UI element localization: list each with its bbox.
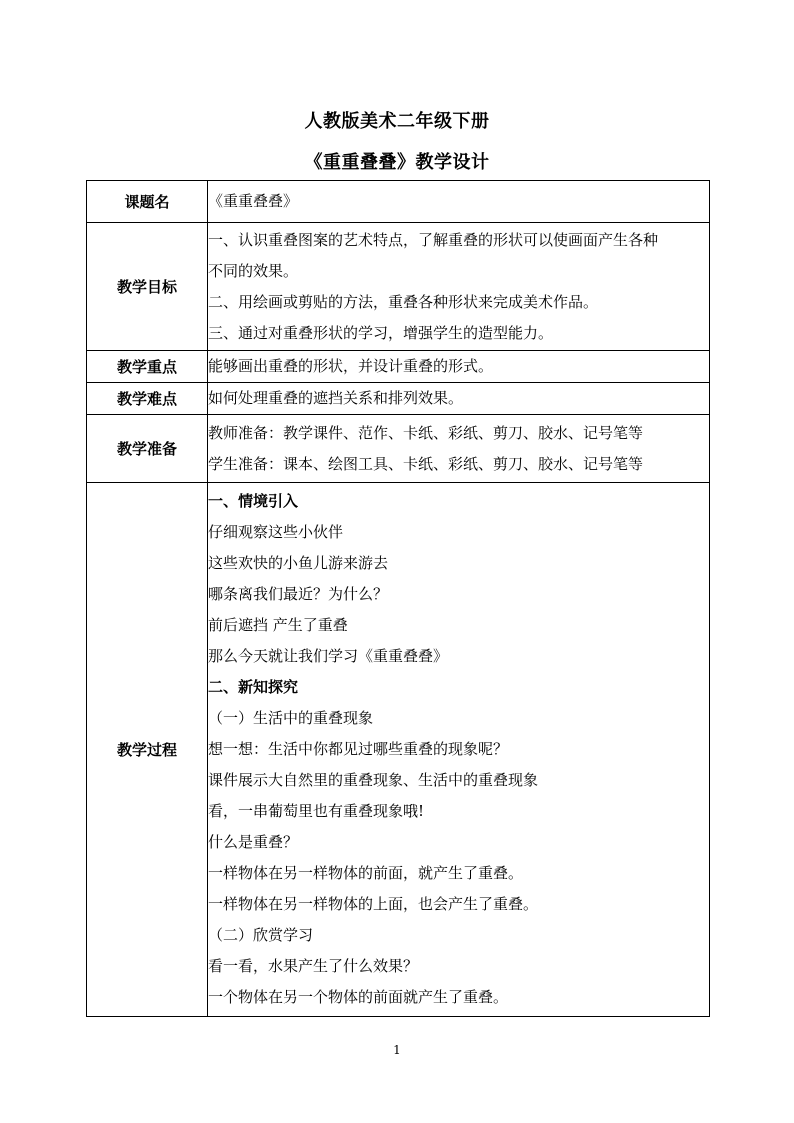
difficulty-text: 如何处理重叠的遮挡关系和排列效果。 bbox=[208, 389, 464, 407]
process-line: 看，一串葡萄里也有重叠现象哦! bbox=[208, 802, 425, 820]
process-line: 一个物体在另一个物体的前面就产生了重叠。 bbox=[208, 988, 509, 1006]
process-line: 这些欢快的小鱼儿游来游去 bbox=[208, 554, 389, 572]
objective-line: 不同的效果。 bbox=[208, 261, 299, 280]
process-line: 那么今天就让我们学习《重重叠叠》 bbox=[208, 647, 449, 665]
process-line: 一样物体在另一样物体的上面，也会产生了重叠。 bbox=[208, 895, 539, 913]
table-row-difficulty bbox=[87, 383, 710, 415]
row-label-topic: 课题名 bbox=[87, 181, 208, 223]
process-line: 想一想：生活中你都见过哪些重叠的现象呢？ bbox=[208, 740, 509, 758]
process-line: 前后遮挡 产生了重叠 bbox=[208, 616, 348, 634]
key-point-text: 能够画出重叠的形状，并设计重叠的形式。 bbox=[208, 357, 494, 375]
process-line: 看一看，水果产生了什么效果？ bbox=[208, 957, 419, 975]
page-number: 1 bbox=[393, 1043, 401, 1057]
process-line: （二）欣赏学习 bbox=[208, 926, 314, 944]
table-row-key-point bbox=[87, 351, 710, 383]
table-row-preparation bbox=[87, 415, 710, 483]
preparation-line: 教师准备：教学课件、范作、卡纸、彩纸、剪刀、胶水、记号笔等 bbox=[208, 423, 644, 442]
objective-line: 二、用绘画或剪贴的方法，重叠各种形状来完成美术作品。 bbox=[208, 292, 599, 311]
table-row-process bbox=[87, 483, 710, 1017]
table-row-topic bbox=[87, 181, 710, 223]
objective-line: 一、认识重叠图案的艺术特点，了解重叠的形状可以使画面产生各种 bbox=[208, 230, 659, 249]
lesson-plan-table bbox=[86, 180, 710, 1017]
process-line: 什么是重叠？ bbox=[208, 833, 299, 851]
process-line: （一）生活中的重叠现象 bbox=[208, 709, 374, 727]
document-title: 人教版美术二年级下册 bbox=[304, 111, 490, 132]
row-label-process: 教学过程 bbox=[87, 483, 208, 1017]
row-value-key-point bbox=[208, 351, 710, 383]
process-section-heading: 二、新知探究 bbox=[208, 678, 299, 696]
document-subtitle: 《重重叠叠》教学设计 bbox=[304, 152, 490, 173]
process-line: 哪条离我们最近？为什么？ bbox=[208, 585, 389, 603]
row-value-topic bbox=[208, 181, 710, 223]
row-label-key-point: 教学重点 bbox=[87, 351, 208, 383]
row-value-process bbox=[208, 483, 710, 1017]
row-label-difficulty: 教学难点 bbox=[87, 383, 208, 415]
row-value-difficulty bbox=[208, 383, 710, 415]
preparation-line: 学生准备：课本、绘图工具、卡纸、彩纸、剪刀、胶水、记号笔等 bbox=[208, 454, 644, 473]
row-value-objectives bbox=[208, 223, 710, 351]
row-value-preparation bbox=[208, 415, 710, 483]
process-section-heading: 一、情境引入 bbox=[208, 492, 299, 510]
process-line: 一样物体在另一样物体的前面，就产生了重叠。 bbox=[208, 864, 524, 882]
topic-text: 《重重叠叠》 bbox=[208, 192, 299, 210]
table-row-objectives bbox=[87, 223, 710, 351]
process-line: 仔细观察这些小伙伴 bbox=[208, 523, 344, 541]
process-line: 课件展示大自然里的重叠现象、生活中的重叠现象 bbox=[208, 771, 539, 789]
row-label-preparation: 教学准备 bbox=[87, 415, 208, 483]
row-label-objectives: 教学目标 bbox=[87, 223, 208, 351]
objective-line: 三、通过对重叠形状的学习，增强学生的造型能力。 bbox=[208, 323, 554, 342]
